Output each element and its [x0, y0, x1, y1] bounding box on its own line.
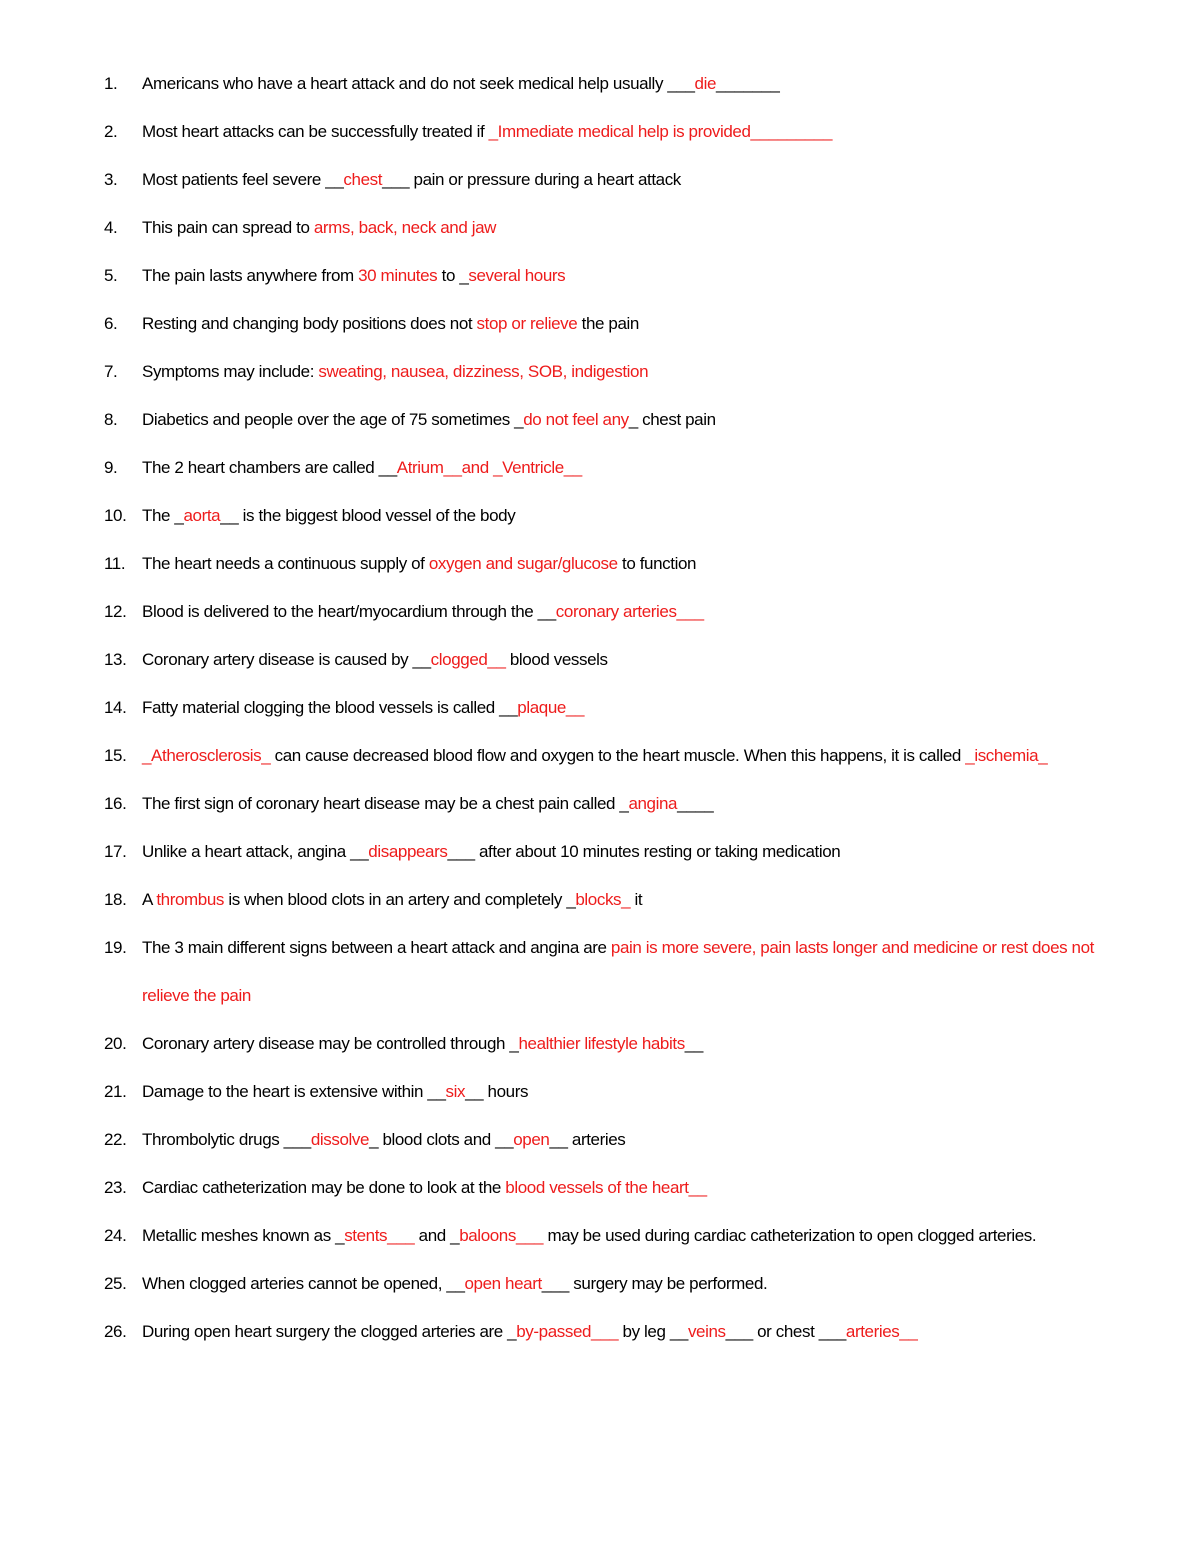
question-text: can cause decreased blood flow and oxygen to the heart muscle. When this happens, it is called — [270, 746, 966, 765]
question-text: This pain can spread to — [142, 218, 314, 237]
answer-text: aorta — [183, 506, 221, 525]
question-text: Coronary artery disease is caused by __ — [142, 650, 431, 669]
question-item — [0, 252, 1200, 300]
question-item — [0, 684, 1200, 732]
question-text: __ hours — [465, 1082, 529, 1101]
question-text: A — [142, 890, 157, 909]
question-item — [0, 1020, 1200, 1068]
question-text: __ — [684, 1034, 703, 1053]
question-item — [0, 636, 1200, 684]
question-text: Fatty material clogging the blood vessels is called __ — [142, 698, 518, 717]
answer-text: pain is more severe, pain lasts longer and medicine or rest does not relieve the pain — [142, 938, 1094, 1005]
answer-text: plaque__ — [517, 698, 585, 717]
question-number: 11. — [104, 554, 126, 573]
answer-text: open heart — [464, 1274, 542, 1293]
question-text: The pain lasts anywhere from — [142, 266, 359, 285]
question-item — [0, 396, 1200, 444]
question-text: The 2 heart chambers are called __ — [142, 458, 397, 477]
question-number: 8. — [104, 410, 118, 429]
answer-text: stents___ — [344, 1226, 415, 1245]
question-text: Coronary artery disease may be controlled through _ — [142, 1034, 519, 1053]
question-number: 15. — [104, 746, 127, 765]
question-number: 19. — [104, 938, 127, 957]
answer-text: do not feel any — [523, 410, 629, 429]
question-item — [0, 108, 1200, 156]
question-text: Blood is delivered to the heart/myocardium through the __ — [142, 602, 556, 621]
question-text: blood vessels — [505, 650, 608, 669]
question-text: When clogged arteries cannot be opened, __ — [142, 1274, 465, 1293]
answer-text: veins — [687, 1322, 726, 1341]
question-text: is when blood clots in an artery and completely _ — [224, 890, 576, 909]
question-text: may be used during cardiac catheterization to open clogged arteries. — [543, 1226, 1037, 1245]
question-item — [0, 1116, 1200, 1164]
question-text: Unlike a heart attack, angina __ — [142, 842, 369, 861]
question-item — [0, 924, 1200, 1020]
question-text: ___ after about 10 minutes resting or taking medication — [447, 842, 841, 861]
question-number: 26. — [104, 1322, 127, 1341]
question-text: Diabetics and people over the age of 75 sometimes _ — [142, 410, 524, 429]
question-number: 7. — [104, 362, 118, 381]
question-number: 24. — [104, 1226, 127, 1245]
question-item — [0, 780, 1200, 828]
question-item — [0, 1308, 1200, 1356]
question-number: 17. — [104, 842, 127, 861]
question-item — [0, 156, 1200, 204]
question-number: 4. — [104, 218, 118, 237]
question-item — [0, 876, 1200, 924]
answer-text: stop or relieve — [476, 314, 578, 333]
answer-text: _Atherosclerosis_ — [142, 746, 271, 765]
question-text: and _ — [414, 1226, 460, 1245]
question-text: The first sign of coronary heart disease may be a chest pain called _ — [142, 794, 629, 813]
answer-text: blood vessels of the heart__ — [505, 1178, 707, 1197]
question-number: 3. — [104, 170, 118, 189]
answer-text: coronary arteries___ — [555, 602, 704, 621]
question-item — [0, 732, 1200, 780]
question-text: Damage to the heart is extensive within __ — [142, 1082, 446, 1101]
question-number: 9. — [104, 458, 118, 477]
question-number: 10. — [104, 506, 127, 525]
question-text: Most heart attacks can be successfully treated if — [142, 122, 489, 141]
question-text: ___ or chest ___ — [725, 1322, 846, 1341]
question-text: Americans who have a heart attack and do not seek medical help usually ___ — [142, 74, 695, 93]
question-item — [0, 204, 1200, 252]
question-item — [0, 444, 1200, 492]
question-text: by leg __ — [618, 1322, 688, 1341]
question-text: _ blood clots and __ — [369, 1130, 514, 1149]
answer-text: dissolve — [310, 1130, 370, 1149]
question-item — [0, 1260, 1200, 1308]
question-text: to function — [617, 554, 697, 573]
question-number: 16. — [104, 794, 127, 813]
answer-text: sweating, nausea, dizziness, SOB, indigestion — [318, 362, 649, 381]
question-number: 18. — [104, 890, 127, 909]
question-text: The heart needs a continuous supply of — [142, 554, 429, 573]
question-text: Resting and changing body positions does not — [142, 314, 477, 333]
question-number: 12. — [104, 602, 127, 621]
question-item — [0, 300, 1200, 348]
answer-text: oxygen and sugar/glucose — [428, 554, 618, 573]
question-number: 20. — [104, 1034, 127, 1053]
question-text: __ is the biggest blood vessel of the body — [220, 506, 516, 525]
question-item — [0, 1068, 1200, 1116]
question-number: 6. — [104, 314, 118, 333]
question-text: Most patients feel severe __ — [142, 170, 344, 189]
answer-text: 30 minutes — [358, 266, 438, 285]
question-item — [0, 60, 1200, 108]
question-item — [0, 1212, 1200, 1260]
question-number: 5. — [104, 266, 118, 285]
question-text: _ chest pain — [628, 410, 716, 429]
question-number: 21. — [104, 1082, 127, 1101]
question-text: Metallic meshes known as _ — [142, 1226, 345, 1245]
answer-text: six — [445, 1082, 466, 1101]
answer-text: thrombus — [156, 890, 224, 909]
answer-text: _Immediate medical help is provided_________ — [488, 122, 833, 141]
question-number: 23. — [104, 1178, 127, 1197]
question-text: the pain — [577, 314, 639, 333]
answer-text: angina — [628, 794, 678, 813]
question-text: _______ — [716, 74, 780, 93]
answer-text: several hours — [468, 266, 566, 285]
answer-text: arms, back, neck and jaw — [313, 218, 497, 237]
question-text: Thrombolytic drugs ___ — [142, 1130, 311, 1149]
question-item — [0, 1164, 1200, 1212]
answer-text: blocks_ — [575, 890, 631, 909]
question-text: Cardiac catheterization may be done to look at the — [142, 1178, 506, 1197]
answer-text: healthier lifestyle habits — [518, 1034, 685, 1053]
question-number: 25. — [104, 1274, 127, 1293]
question-text: ___ surgery may be performed. — [541, 1274, 768, 1293]
answer-text: Atrium__and _Ventricle__ — [396, 458, 582, 477]
answer-text: by-passed___ — [516, 1322, 619, 1341]
answer-text: die — [694, 74, 717, 93]
question-item — [0, 540, 1200, 588]
answer-text: clogged__ — [430, 650, 506, 669]
question-item — [0, 348, 1200, 396]
question-text: The 3 main different signs between a heart attack and angina are — [142, 938, 611, 957]
question-text: During open heart surgery the clogged arteries are _ — [142, 1322, 517, 1341]
answer-text: arteries__ — [845, 1322, 918, 1341]
question-text: to _ — [437, 266, 469, 285]
question-text: ____ — [677, 794, 714, 813]
question-text: Symptoms may include: — [142, 362, 319, 381]
answer-text: baloons___ — [459, 1226, 544, 1245]
answer-text: _ischemia_ — [965, 746, 1048, 765]
question-list — [0, 60, 1200, 1356]
answer-text: chest — [343, 170, 383, 189]
answer-text: disappears — [368, 842, 448, 861]
question-number: 1. — [104, 74, 118, 93]
question-number: 13. — [104, 650, 127, 669]
question-text: it — [630, 890, 643, 909]
question-text: ___ pain or pressure during a heart attack — [382, 170, 681, 189]
worksheet — [0, 60, 1200, 1356]
answer-text: open — [513, 1130, 550, 1149]
question-item — [0, 828, 1200, 876]
question-text: __ arteries — [549, 1130, 626, 1149]
question-number: 2. — [104, 122, 118, 141]
question-number: 22. — [104, 1130, 127, 1149]
question-text: The _ — [142, 506, 184, 525]
question-item — [0, 588, 1200, 636]
question-number: 14. — [104, 698, 127, 717]
question-item — [0, 492, 1200, 540]
